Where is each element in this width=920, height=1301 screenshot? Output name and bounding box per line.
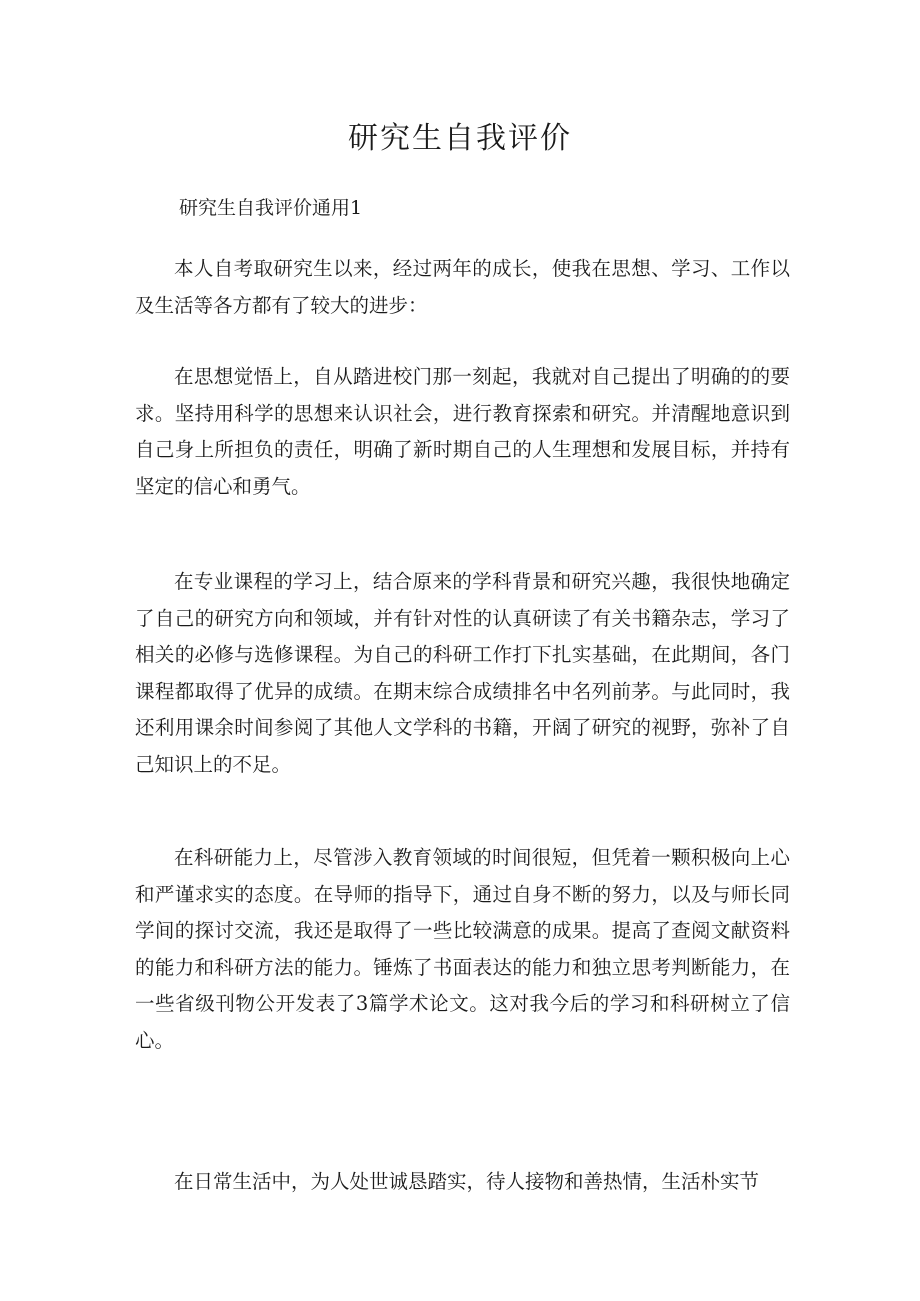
document-title: 研究生自我评价 [348,121,572,156]
paragraph-daily-life: 在日常生活中，为人处世诚恳踏实，待人接物和善热情，生活朴实节 [174,1170,760,1193]
paragraph-research: 在科研能力上，尽管涉入教育领域的时间很短，但凭着一颗积极向上心和严谨求实的态度。在导师的指导下，通过自身不断的努力，以及与师长同学间的探讨交流，我还是取得了一些比较满意的成果。提高了查阅文献资料的能力和科研方法的能力。锤炼了书面表达的能力和独立思考判断能力，在一些省级刊物公开发表了3篇学术论文。这对我今后的学习和科研树立了信心。 [135,846,790,1052]
paragraph-coursework: 在专业课程的学习上，结合原来的学科背景和研究兴趣，我很快地确定了自己的研究方向和领域，并有针对性的认真研读了有关书籍杂志，学习了相关的必修与选修课程。为自己的科研工作打下扎实基础，在此期间，各门课程都取得了优异的成绩。在期末综合成绩排名中名列前茅。与此同时，我还利用课余时间参阅了其他人文学科的书籍，开阔了研究的视野，弥补了自己知识上的不足。 [135,570,790,776]
paragraph-intro: 本人自考取研究生以来，经过两年的成长，使我在思想、学习、工作以及生活等各方都有了较大的进步： [135,257,790,317]
document-subtitle: 研究生自我评价通用1 [179,197,363,219]
paragraph-ideology: 在思想觉悟上，自从踏进校门那一刻起，我就对自己提出了明确的的要求。坚持用科学的思想来认识社会，进行教育探索和研究。并清醒地意识到自己身上所担负的责任，明确了新时期自己的人生理想和发展目标，并持有坚定的信心和勇气。 [135,365,790,498]
